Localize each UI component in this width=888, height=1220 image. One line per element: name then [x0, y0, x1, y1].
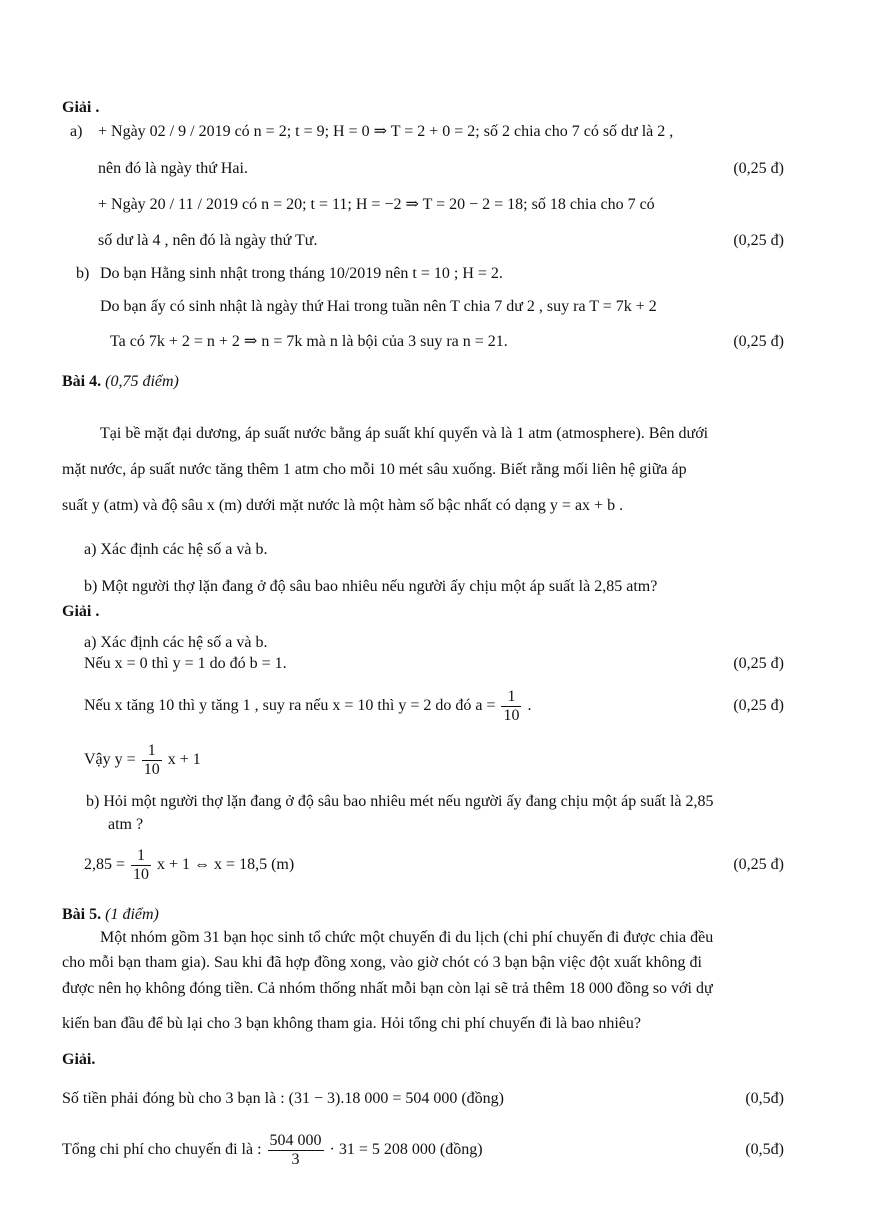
- sol3-b-line3-points: (0,25 đ): [733, 333, 784, 350]
- bai4-sol-line2: [84, 686, 531, 726]
- bai5-para-4: kiến ban đầu để bù lại cho 3 bạn không tham gia. Hỏi tổng chi phí chuyến đi là bao nhiêu?: [62, 1015, 641, 1032]
- sol3-b-line3: Ta có 7k + 2 = n + 2 ⇒ n = 7k mà n là bội của 3 suy ra n = 21.: [110, 333, 508, 350]
- bai4-sol-line2-points: (0,25 đ): [733, 697, 784, 714]
- sol3-a-line4: số dư là 4 , nên đó là ngày thứ Tư.: [98, 232, 318, 249]
- bai5-para-2: cho mỗi bạn tham gia). Sau khi đã hợp đồng xong, vào giờ chót có 3 bạn bận việc đột xuất không đi: [62, 954, 702, 971]
- bai4-sol-b-equation: [84, 845, 294, 885]
- fraction-numerator: 1: [142, 742, 162, 761]
- bai4-para-1: Tại bề mặt đại dương, áp suất nước bằng áp suất khí quyển và là 1 atm (atmosphere). Bên dưới: [100, 425, 709, 442]
- sol3-a-line4-points: (0,25 đ): [733, 232, 784, 249]
- bai4-sol-line3-post: x + 1: [167, 751, 201, 768]
- fraction-denominator: 3: [291, 1150, 300, 1168]
- bai5-para-1: Một nhóm gồm 31 bạn học sinh tổ chức một chuyến đi du lịch (chi phí chuyến đi được chia đều: [100, 929, 714, 946]
- bai4-sol-b-eq-pre: 2,85 =: [84, 856, 126, 873]
- fraction-denominator: 10: [503, 706, 520, 724]
- bai4-question-a: a) Xác định các hệ số a và b.: [84, 541, 268, 558]
- bai4-title: Bài 4.: [62, 373, 102, 390]
- sol3-b-line1: Do bạn Hằng sinh nhật trong tháng 10/2019 nên t = 10 ; H = 2.: [100, 265, 503, 282]
- sol3-a-line2: nên đó là ngày thứ Hai.: [98, 160, 248, 177]
- sol3-a-line2-points: (0,25 đ): [733, 160, 784, 177]
- sol3-a-label: a): [70, 123, 83, 140]
- sol3-b-line2: Do bạn ấy có sinh nhật là ngày thứ Hai trong tuần nên T chia 7 dư 2 , suy ra T = 7k + 2: [100, 298, 657, 315]
- bai4-para-3: suất y (atm) và độ sâu x (m) dưới mặt nước là một hàm số bậc nhất có dạng y = ax + b .: [62, 497, 624, 514]
- bai4-para-2: mặt nước, áp suất nước tăng thêm 1 atm cho mỗi 10 mét sâu xuống. Biết rằng mối liên hệ giữa áp: [62, 461, 687, 478]
- bai4-question-b: b) Một người thợ lặn đang ở độ sâu bao nhiêu nếu người ấy chịu một áp suất là 2,85 atm?: [84, 578, 658, 595]
- bai4-sol-b-line2: atm ?: [108, 816, 144, 833]
- fraction: [142, 742, 162, 779]
- bai4-sol-line1: Nếu x = 0 thì y = 1 do đó b = 1.: [84, 655, 287, 672]
- fraction-numerator: 1: [501, 688, 521, 707]
- fraction-numerator: 504 000: [269, 1131, 322, 1149]
- bai4-sol-line2-end: .: [527, 697, 532, 714]
- bai4-sol-b-line1: b) Hỏi một người thợ lặn đang ở độ sâu bao nhiêu mét nếu người ấy đang chịu một áp suất là 2,85: [86, 793, 714, 810]
- solution-heading-4: Giải .: [62, 603, 100, 620]
- bai5-sol-line1-points: (0,5đ): [745, 1090, 784, 1107]
- bai4-sol-line1-points: (0,25 đ): [733, 655, 784, 672]
- bai4-sol-line3: [84, 740, 201, 780]
- bai4-sol-line3-pre: Vậy y =: [84, 751, 136, 768]
- bai5-para-3: được nên họ không đóng tiền. Cả nhóm thống nhất mỗi bạn còn lại sẽ trả thêm 18 000 đồng so với dự: [62, 980, 713, 997]
- fraction-denominator: 10: [143, 760, 160, 778]
- solution-heading-5: Giải.: [62, 1051, 96, 1068]
- bai5-points: (1 điểm): [105, 906, 159, 923]
- solution-heading-3: Giải .: [62, 99, 100, 116]
- bai5-sol-line2-pre: Tổng chi phí cho chuyến đi là :: [62, 1141, 262, 1158]
- bai5-sol-line2-points: (0,5đ): [745, 1141, 784, 1158]
- bai5-sol-line2: [62, 1128, 483, 1172]
- bai5-sol-line2-post: · 31 = 5 208 000 (đồng): [329, 1141, 483, 1158]
- bai4-points: (0,75 điểm): [105, 373, 179, 390]
- bai5-sol-line1: Số tiền phải đóng bù cho 3 bạn là : (31 − 3).18 000 = 504 000 (đồng): [62, 1090, 504, 1107]
- sol3-a-line1: + Ngày 02 / 9 / 2019 có n = 2; t = 9; H = 0 ⇒ T = 2 + 0 = 2; số 2 chia cho 7 có số dư là 2 ,: [98, 123, 674, 140]
- bai4-sol-b-eq-post: x + 1 ⇔ x = 18,5 (m): [157, 856, 295, 873]
- bai5-header: [62, 905, 159, 925]
- bai4-sol-line2-text: Nếu x tăng 10 thì y tăng 1 , suy ra nếu x = 10 thì y = 2 do đó a =: [84, 697, 496, 714]
- fraction-numerator: 1: [131, 847, 151, 866]
- bai4-header: [62, 372, 179, 392]
- fraction-denominator: 10: [133, 865, 150, 883]
- sol3-a-line3: + Ngày 20 / 11 / 2019 có n = 20; t = 11; H = −2 ⇒ T = 20 − 2 = 18; số 18 chia cho 7 có: [98, 196, 655, 213]
- fraction: [268, 1132, 324, 1169]
- fraction: [501, 688, 521, 725]
- bai4-sol-b-points: (0,25 đ): [733, 856, 784, 873]
- bai4-sol-a: a) Xác định các hệ số a và b.: [84, 634, 268, 651]
- sol3-b-label: b): [76, 265, 90, 282]
- fraction: [131, 847, 151, 884]
- bai5-title: Bài 5.: [62, 906, 102, 923]
